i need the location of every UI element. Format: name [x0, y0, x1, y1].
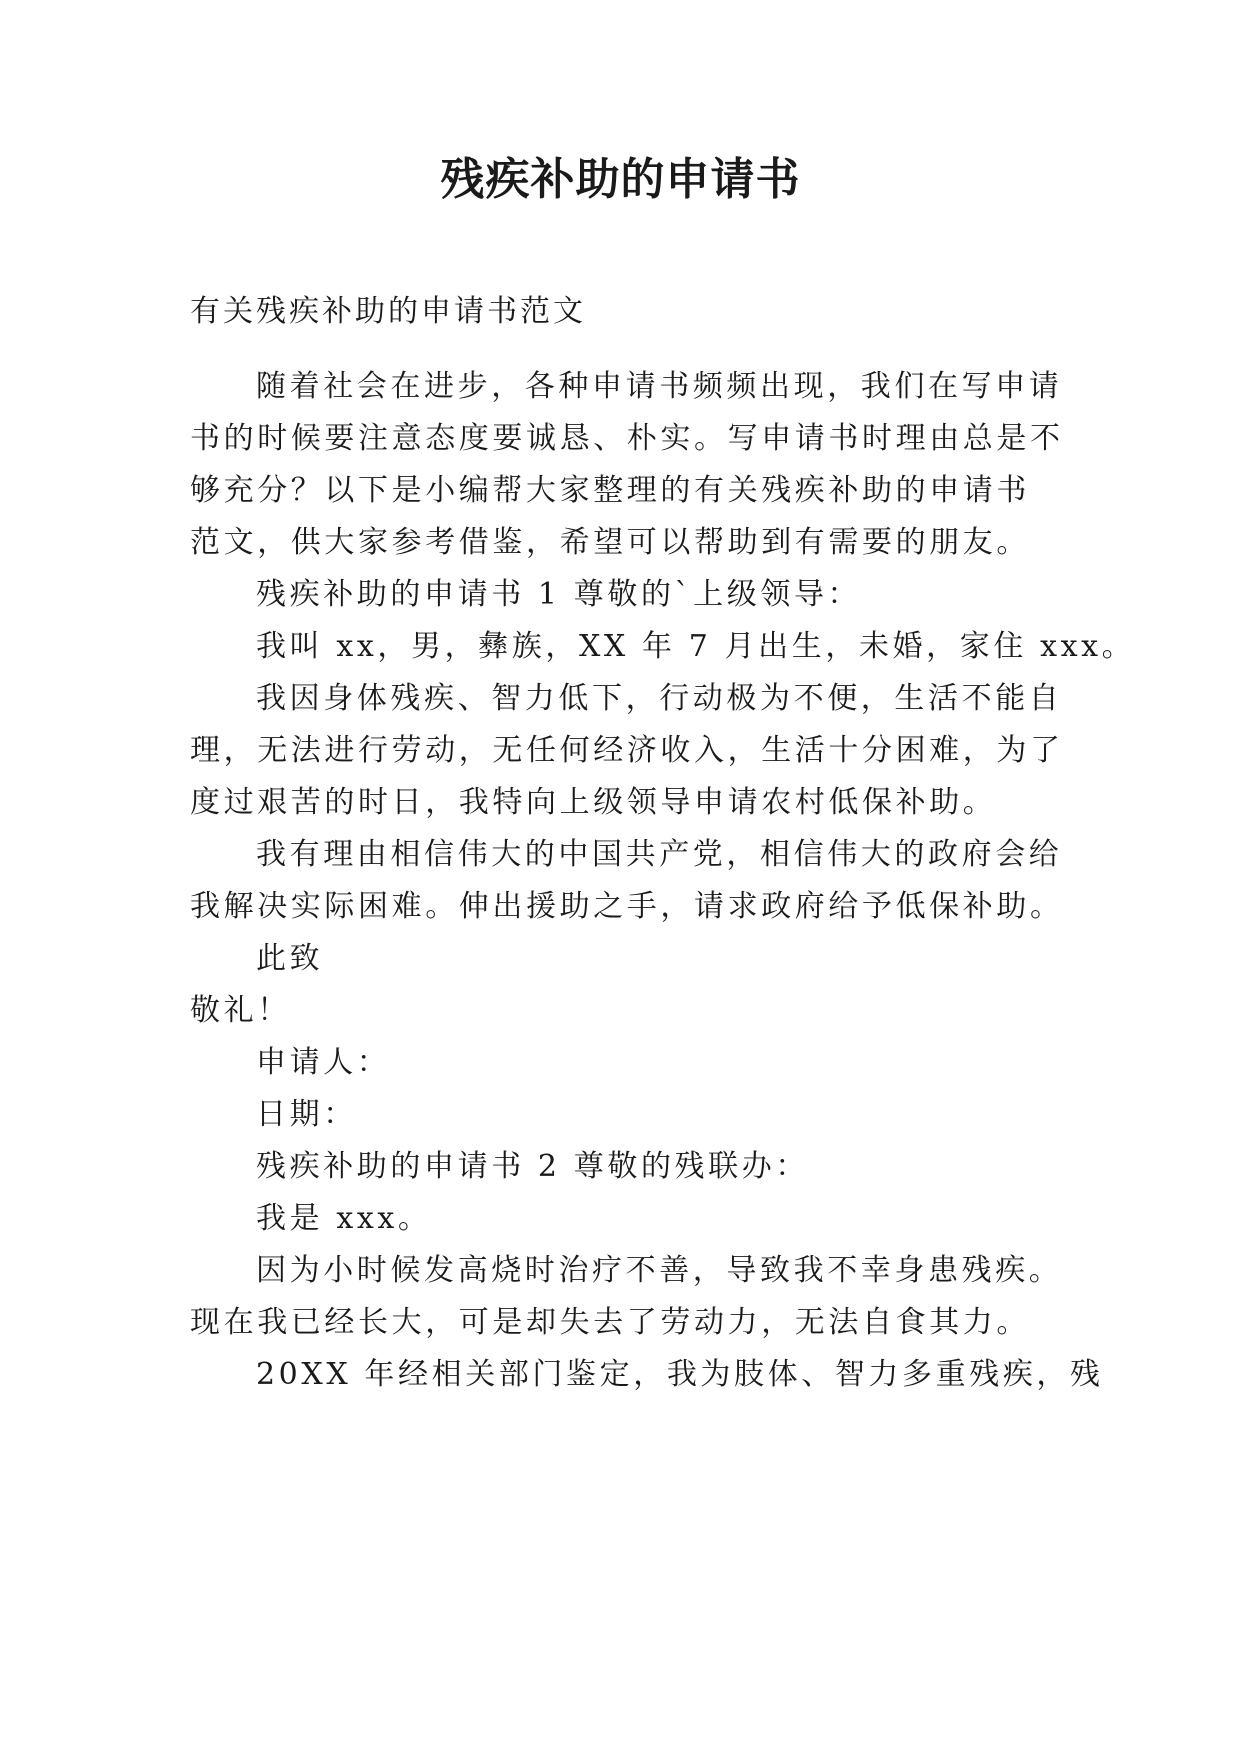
document-title: 残疾补助的申请书: [440, 154, 801, 205]
salutation-line: 敬礼！: [190, 993, 291, 1028]
applicant-label: 申请人：: [256, 1045, 391, 1080]
body-line: 因为小时候发高烧时治疗不善，导致我不幸身患残疾。: [256, 1253, 1063, 1288]
body-line: 随着社会在进步，各种申请书频频出现，我们在写申请: [256, 369, 1063, 404]
body-line: 现在我已经长大，可是却失去了劳动力，无法自食其力。: [190, 1305, 1030, 1340]
body-line: 我叫 xx，男，彝族，XX 年 7 月出生，未婚，家住 xxx。: [256, 629, 1136, 664]
body-line: 我解决实际困难。伸出援助之手，请求政府给予低保补助。: [190, 889, 1064, 924]
body-line: 范文，供大家参考借鉴，希望可以帮助到有需要的朋友。: [190, 525, 1030, 560]
body-line: 残疾补助的申请书 2 尊敬的残联办：: [256, 1149, 809, 1184]
body-line: 我有理由相信伟大的中国共产党，相信伟大的政府会给: [256, 837, 1063, 872]
body-line: 书的时候要注意态度要诚恳、朴实。写申请书时理由总是不: [190, 421, 1064, 456]
body-line: 够充分？以下是小编帮大家整理的有关残疾补助的申请书: [190, 473, 1030, 508]
document-subtitle: 有关残疾补助的申请书范文: [190, 294, 586, 329]
body-line: 我因身体残疾、智力低下，行动极为不便，生活不能自: [256, 681, 1063, 716]
body-line: 残疾补助的申请书 1 尊敬的`上级领导：: [256, 577, 862, 612]
body-line: 20XX 年经相关部门鉴定，我为肢体、智力多重残疾，残: [256, 1357, 1104, 1392]
closing-line: 此致: [256, 941, 324, 976]
body-line: 我是 xxx。: [256, 1201, 432, 1236]
date-label: 日期：: [256, 1097, 357, 1132]
body-line: 理，无法进行劳动，无任何经济收入，生活十分困难，为了: [190, 733, 1064, 768]
body-line: 度过艰苦的时日，我特向上级领导申请农村低保补助。: [190, 785, 997, 820]
